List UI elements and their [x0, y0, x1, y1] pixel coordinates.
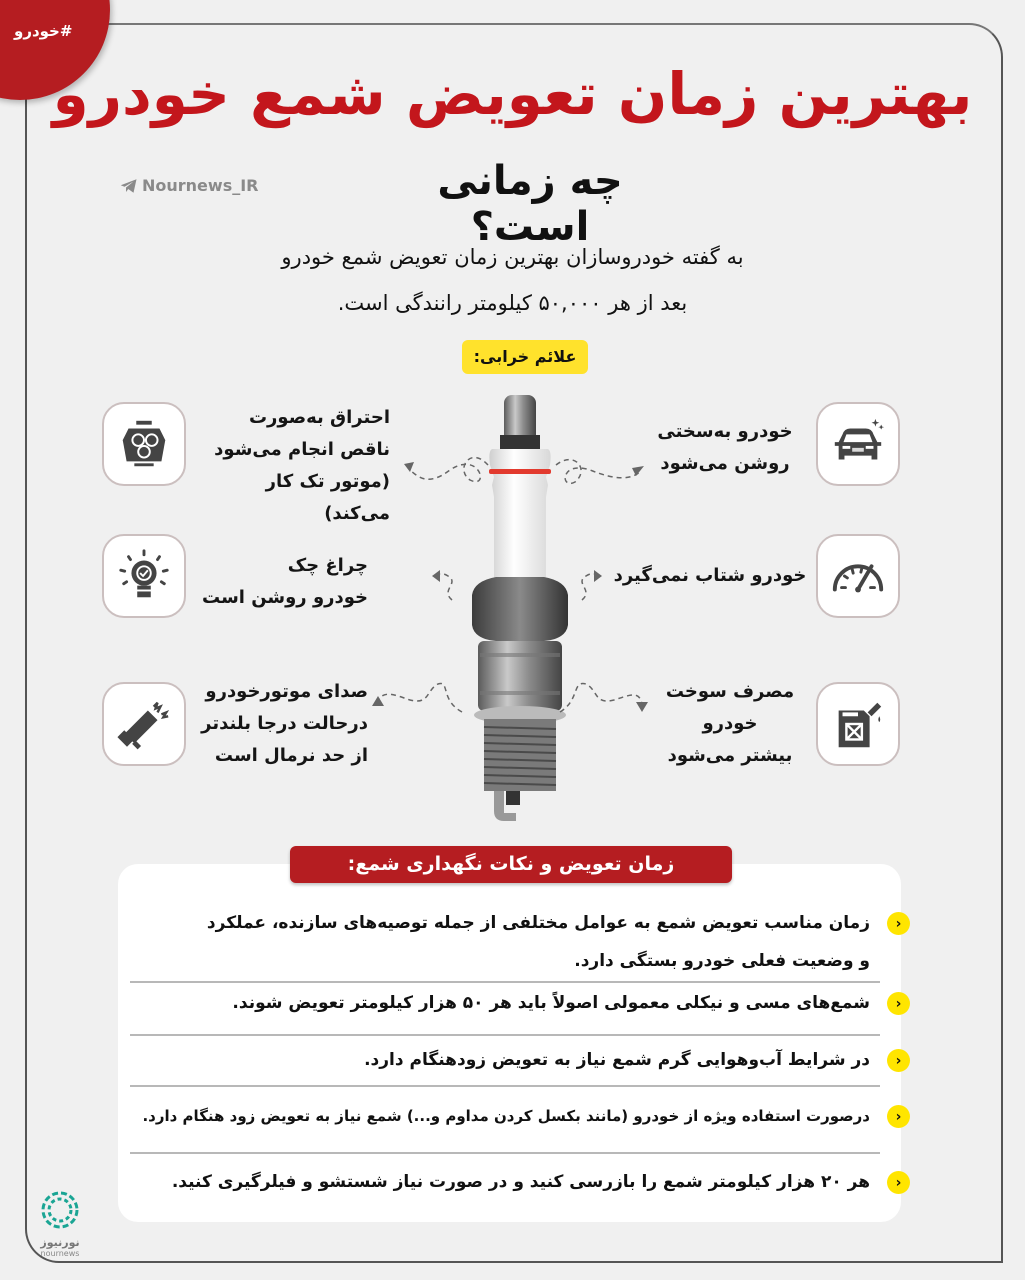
tip-item [130, 984, 910, 1022]
tip-2-line-1: شمع‌های مسی و نیکلی معمولی اصولاً باید هر ۵۰ هزار کیلومتر تعویض شوند. [232, 993, 870, 1013]
page-title: بهترین زمان تعویض شمع خودرو [52, 60, 973, 128]
symptom-noise-line-1: صدای موتورخودرو [205, 681, 368, 702]
symptom-misfire [200, 402, 390, 530]
divider [130, 1085, 880, 1087]
nournews-swirl-icon [40, 1190, 80, 1230]
symptom-fuel-line-2: خودرو [702, 713, 758, 734]
symptom-check-light-line-2: خودرو روشن است [202, 587, 368, 608]
symptom-hard-start [640, 416, 810, 480]
intro-line-1: به گفته خودروسازان بهترین زمان تعویض شمع خودرو [281, 245, 744, 269]
plug-terminal-base [500, 435, 540, 449]
megaphone-icon [115, 695, 173, 753]
tip-item [130, 1097, 910, 1135]
symptom-misfire-line-2: ناقص انجام می‌شود [214, 439, 390, 460]
category-tag-label: #خودرو [14, 22, 73, 40]
chevron-left-icon: ‹ [887, 912, 910, 935]
symptoms-badge: علائم خرابی: [462, 340, 588, 374]
divider [130, 1034, 880, 1036]
page-subtitle: چه زمانی است؟ [437, 158, 623, 250]
tip-3-line-1: در شرایط آب‌وهوایی گرم شمع نیاز به تعویض زودهنگام دارد. [364, 1050, 870, 1070]
chevron-left-icon: ‹ [887, 1105, 910, 1128]
intro-line-2: بعد از هر ۵۰,۰۰۰ کیلومتر رانندگی است. [337, 291, 688, 315]
symptom-fuel [650, 676, 810, 772]
spark-plug-image [400, 385, 640, 825]
nournews-logo[interactable] [36, 1190, 84, 1258]
divider [130, 1152, 880, 1154]
divider [130, 981, 880, 983]
plug-red-ring [489, 469, 551, 474]
symptom-hard-start-line-2: روشن می‌شود [660, 453, 790, 474]
symptom-acceleration [610, 560, 810, 592]
plug-thread [484, 719, 556, 791]
symptom-card-noise [102, 682, 186, 766]
tip-item [130, 904, 910, 980]
symptom-check-light [200, 550, 368, 614]
tips-header: زمان تعویض و نکات نگهداری شمع: [290, 846, 732, 883]
tip-1-line-2: و وضعیت فعلی خودرو بستگی دارد. [574, 951, 870, 971]
logo-text-fa: نورنیوز [40, 1236, 80, 1249]
engine-icon [115, 415, 173, 473]
tip-item [130, 1163, 910, 1201]
symptom-fuel-line-1: مصرف سوخت [665, 681, 795, 702]
tip-item [130, 1041, 910, 1079]
plug-hex-nut [472, 577, 568, 641]
plug-insulator [489, 449, 550, 580]
chevron-left-icon: ‹ [887, 1171, 910, 1194]
symptom-card-check-light [102, 534, 186, 618]
symptom-noise [200, 676, 368, 772]
watermark [120, 176, 258, 195]
logo-text-en: nournews [40, 1249, 80, 1258]
plug-shell [478, 641, 562, 711]
symptom-card-engine [102, 402, 186, 486]
symptom-acceleration-line-1: خودرو شتاب نمی‌گیرد [613, 565, 807, 586]
chevron-left-icon: ‹ [887, 992, 910, 1015]
symptom-card-fuel [816, 682, 900, 766]
watermark-text: Nournews_IR [142, 176, 259, 195]
symptom-noise-line-3: از حد نرمال است [214, 745, 368, 766]
symptom-card-hard-start [816, 402, 900, 486]
car-icon [829, 415, 887, 473]
symptom-check-light-line-1: چراغ چک [287, 555, 368, 576]
intro-text [200, 234, 825, 326]
telegram-icon [120, 178, 138, 194]
symptom-misfire-line-3: (موتور تک کار می‌کند) [265, 471, 390, 524]
tip-5-line-1: هر ۲۰ هزار کیلومتر شمع را بازرسی کنید و در صورت نیاز شستشو و فیلرگیری کنید. [171, 1172, 870, 1192]
speedometer-icon [829, 547, 887, 605]
symptom-noise-line-2: درحالت درجا بلندتر [201, 713, 368, 734]
tip-1-line-1: زمان مناسب تعویض شمع به عوامل مختلفی از جمله توصیه‌های سازنده، عملکرد [206, 913, 870, 933]
tip-4-line-1: درصورت استفاده ویژه از خودرو (مانند بکسل کردن مداوم و...) شمع نیاز به تعویض زود هنگام دارد. [142, 1107, 870, 1125]
symptom-card-acceleration [816, 534, 900, 618]
symptom-fuel-line-3: بیشتر می‌شود [667, 745, 793, 766]
chevron-left-icon: ‹ [887, 1049, 910, 1072]
check-light-icon [115, 547, 173, 605]
symptom-hard-start-line-1: خودرو به‌سختی [657, 421, 793, 442]
symptom-misfire-line-1: احتراق به‌صورت [248, 407, 390, 428]
fuel-can-icon [829, 695, 887, 753]
